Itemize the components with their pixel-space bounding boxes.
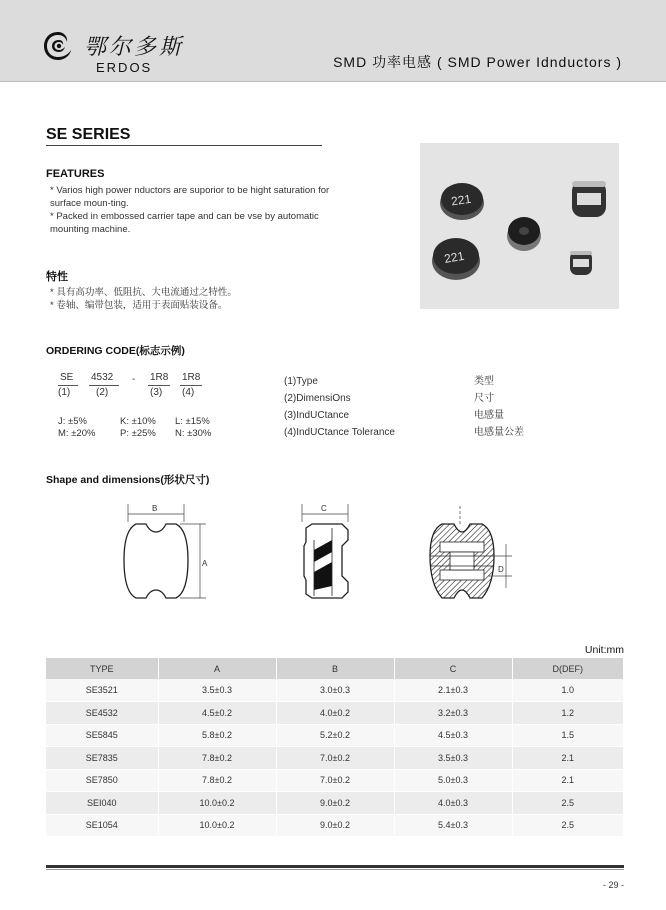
code-part-dimension: 4532 (91, 372, 114, 383)
legend-item: (4)IndUCtance Tolerance (284, 427, 395, 438)
legend-item: (1)Type (284, 376, 318, 387)
code-index: (2) (96, 387, 109, 398)
feature-cn-item: * 卷轴、编带包装，适用于表面贴装设备。 (50, 300, 228, 311)
dimensions-table (46, 658, 624, 837)
col-header-d: D(DEF) (512, 658, 624, 679)
dimension-a-label: A (202, 559, 208, 568)
legend-item-cn: 尺寸 (474, 393, 494, 404)
table-row (46, 792, 624, 815)
features-cn-list (50, 286, 350, 312)
code-part-inductance: 1R8 (150, 372, 169, 383)
legend-item-cn: 类型 (474, 376, 494, 387)
table-row (46, 769, 624, 792)
tolerance-code: P: ±25% (120, 428, 156, 439)
table-row (46, 814, 624, 837)
footer-divider (46, 865, 624, 868)
code-part-dash: - (132, 374, 136, 385)
page-number: - 29 - (602, 880, 624, 890)
shape-heading: Shape and dimensions(形状尺寸) (46, 474, 210, 486)
code-index: (4) (182, 387, 195, 398)
tolerance-code: K: ±10% (120, 416, 156, 427)
cell-b: 9.0±0.2 (276, 792, 394, 815)
cell-type: SE3521 (46, 679, 158, 702)
cell-type: SEI040 (46, 792, 158, 815)
col-header-c: C (394, 658, 512, 679)
table-header-row (46, 658, 624, 679)
legend-item: (2)DimensiOns (284, 393, 351, 404)
code-underline (89, 385, 119, 386)
cell-d: 2.1 (512, 769, 624, 792)
cell-c: 4.5±0.3 (394, 724, 512, 747)
dimension-d-label: D (498, 565, 504, 574)
cell-d: 2.5 (512, 792, 624, 815)
cell-type: SE7835 (46, 747, 158, 770)
product-photo (420, 143, 619, 309)
cell-d: 2.1 (512, 747, 624, 770)
cell-type: SE1054 (46, 814, 158, 837)
footer-divider-thin (46, 869, 624, 870)
code-index: (1) (58, 387, 71, 398)
svg-text:221: 221 (443, 248, 466, 266)
cell-c: 3.5±0.3 (394, 747, 512, 770)
table-row (46, 724, 624, 747)
cell-b: 3.0±0.3 (276, 679, 394, 702)
title-divider (46, 145, 322, 146)
cell-a: 7.8±0.2 (158, 747, 276, 770)
col-header-type: TYPE (46, 658, 158, 679)
code-part-tolerance: 1R8 (182, 372, 201, 383)
cell-c: 5.0±0.3 (394, 769, 512, 792)
cell-type: SE5845 (46, 724, 158, 747)
unit-label: Unit:mm (584, 644, 624, 656)
cell-b: 7.0±0.2 (276, 747, 394, 770)
code-index: (3) (150, 387, 163, 398)
header-title: SMD 功率电感 ( SMD Power Idnductors ) (333, 54, 622, 70)
cell-d: 1.0 (512, 679, 624, 702)
ordering-code-heading: ORDERING CODE(标志示例) (46, 345, 185, 357)
cell-a: 7.8±0.2 (158, 769, 276, 792)
svg-text:221: 221 (450, 191, 473, 209)
cell-d: 2.5 (512, 814, 624, 837)
cell-b: 7.0±0.2 (276, 769, 394, 792)
col-header-a: A (158, 658, 276, 679)
legend-item-cn: 电感量公差 (474, 427, 524, 438)
tolerance-code: N: ±30% (175, 428, 212, 439)
features-cn-heading: 特性 (46, 271, 68, 283)
erdos-logo-icon (42, 30, 74, 62)
features-heading: FEATURES (46, 168, 105, 180)
cell-c: 4.0±0.3 (394, 792, 512, 815)
cell-d: 1.2 (512, 702, 624, 725)
table-row (46, 747, 624, 770)
table-row (46, 679, 624, 702)
cell-b: 9.0±0.2 (276, 814, 394, 837)
logo-english-name: ERDOS (96, 60, 153, 75)
code-legend-cn (474, 373, 524, 441)
legend-item-cn: 电感量 (474, 410, 504, 421)
cell-c: 5.4±0.3 (394, 814, 512, 837)
code-underline (148, 385, 170, 386)
cross-section-drawing (428, 500, 524, 612)
dimension-c-label: C (321, 504, 327, 513)
dimension-b-label: B (152, 504, 158, 513)
legend-item: (3)IndUCtance (284, 410, 350, 421)
side-view-drawing (292, 500, 362, 612)
feature-item: * Packed in embossed carrier tape and can be vse by automatic mounting machine. (50, 211, 319, 235)
cell-b: 4.0±0.2 (276, 702, 394, 725)
col-header-b: B (276, 658, 394, 679)
cell-c: 3.2±0.3 (394, 702, 512, 725)
cell-type: SE7850 (46, 769, 158, 792)
feature-cn-item: * 具有高功率、低阻抗、大电流通过之特性。 (50, 287, 237, 298)
tolerance-code: L: ±15% (175, 416, 210, 427)
code-underline (58, 385, 78, 386)
cell-a: 10.0±0.2 (158, 814, 276, 837)
table-row (46, 702, 624, 725)
cell-a: 4.5±0.2 (158, 702, 276, 725)
code-underline (180, 385, 202, 386)
code-legend-en (284, 373, 395, 441)
features-list (50, 184, 340, 236)
feature-item: * Varios high power nductors are suporior to be hight saturation for surface moun-ting. (50, 185, 330, 209)
cell-c: 2.1±0.3 (394, 679, 512, 702)
cell-a: 3.5±0.3 (158, 679, 276, 702)
page-header (0, 0, 666, 82)
logo-chinese-name: 鄂尔多斯 (84, 35, 185, 60)
tolerance-code: J: ±5% (58, 416, 87, 427)
cell-type: SE4532 (46, 702, 158, 725)
top-view-drawing (118, 500, 218, 612)
cell-d: 1.5 (512, 724, 624, 747)
code-part-type: SE (60, 372, 74, 383)
cell-a: 5.8±0.2 (158, 724, 276, 747)
series-title: SE SERIES (46, 126, 131, 143)
cell-b: 5.2±0.2 (276, 724, 394, 747)
cell-a: 10.0±0.2 (158, 792, 276, 815)
tolerance-code: M: ±20% (58, 428, 96, 439)
